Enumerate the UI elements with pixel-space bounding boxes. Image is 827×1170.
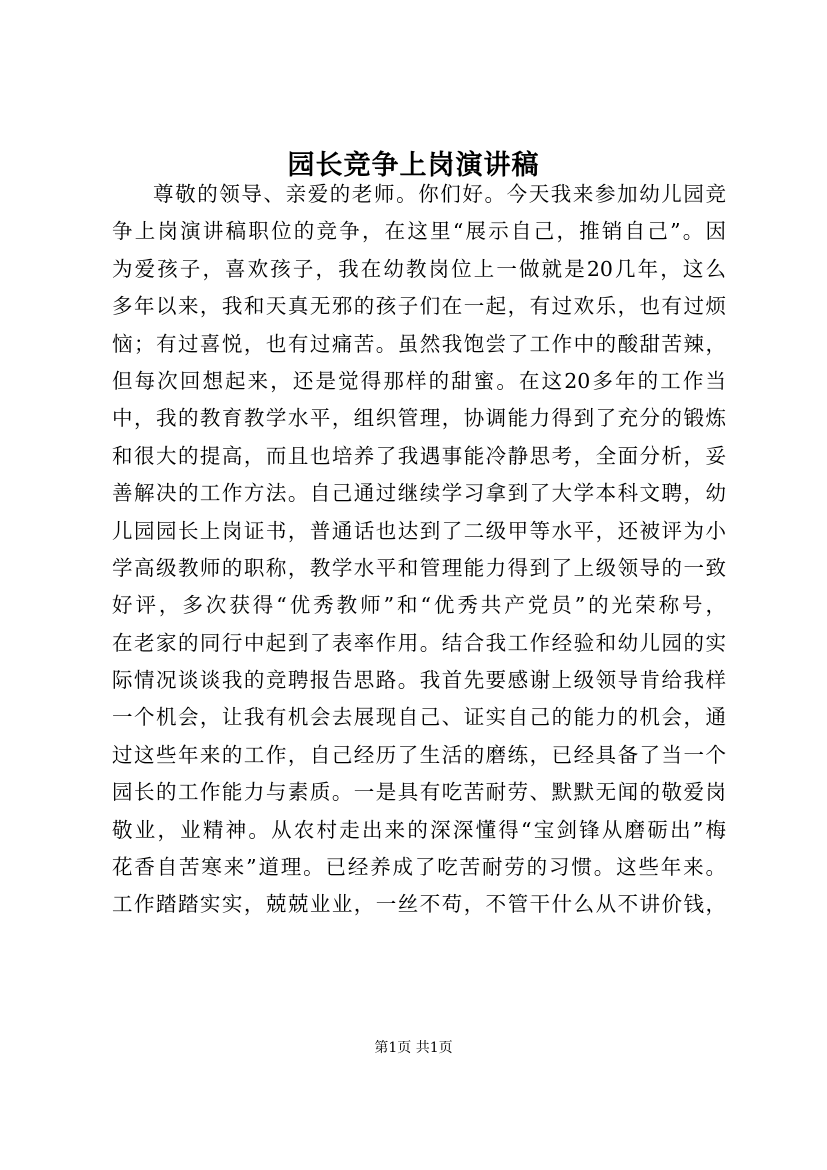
body-line: 尊敬的领导、亲爱的老师。你们好。今天我来参加幼儿园竞 [153,182,726,206]
body-line: 过这些年来的工作，自己经历了生活的磨练，已经具备了当一个 [112,742,726,767]
body-line: 和很大的提高，而且也培养了我遇事能冷静思考，全面分析，妥 [112,443,726,468]
document-title: 园长竞争上岗演讲稿 [287,150,540,181]
body-line: 争上岗演讲稿职位的竞争，在这里“展示自己，推销自己”。因 [112,219,726,244]
body-line: 多年以来，我和天真无邪的孩子们在一起，有过欢乐，也有过烦 [112,294,726,319]
body-line: 中，我的教育教学水平，组织管理，协调能力得到了充分的锻炼 [112,406,726,431]
body-line: 学高级教师的职称，教学水平和管理能力得到了上级领导的一致 [112,555,726,580]
body-line: 恼；有过喜悦，也有过痛苦。虽然我饱尝了工作中的酸甜苦辣， [112,331,726,356]
page-footer: 第1页 共1页 [374,1040,453,1056]
document-body [112,176,726,924]
body-line: 好评，多次获得“优秀教师”和“优秀共产党员”的光荣称号， [112,593,726,618]
body-line: 工作踏踏实实，兢兢业业，一丝不苟，不管干什么从不讲价钱， [112,892,726,917]
body-line: 一个机会，让我有机会去展现自己、证实自己的能力的机会，通 [112,705,726,730]
body-line: 敬业，业精神。从农村走出来的深深懂得“宝剑锋从磨砺出”梅 [112,817,726,842]
body-line: 际情况谈谈我的竞聘报告思路。我首先要感谢上级领导肯给我样 [112,668,726,693]
body-line: 但每次回想起来，还是觉得那样的甜蜜。在这20多年的工作当 [112,368,726,393]
body-line: 儿园园长上岗证书，普通话也达到了二级甲等水平，还被评为小 [112,518,726,543]
body-line: 在老家的同行中起到了表率作用。结合我工作经验和幼儿园的实 [112,630,726,655]
body-line: 为爱孩子，喜欢孩子，我在幼教岗位上一做就是20几年，这么 [112,256,726,281]
body-line: 花香自苦寒来”道理。已经养成了吃苦耐劳的习惯。这些年来。 [112,855,726,880]
body-line: 善解决的工作方法。自己通过继续学习拿到了大学本科文聘，幼 [112,481,726,506]
body-line: 园长的工作能力与素质。一是具有吃苦耐劳、默默无闻的敬爱岗 [112,780,726,805]
